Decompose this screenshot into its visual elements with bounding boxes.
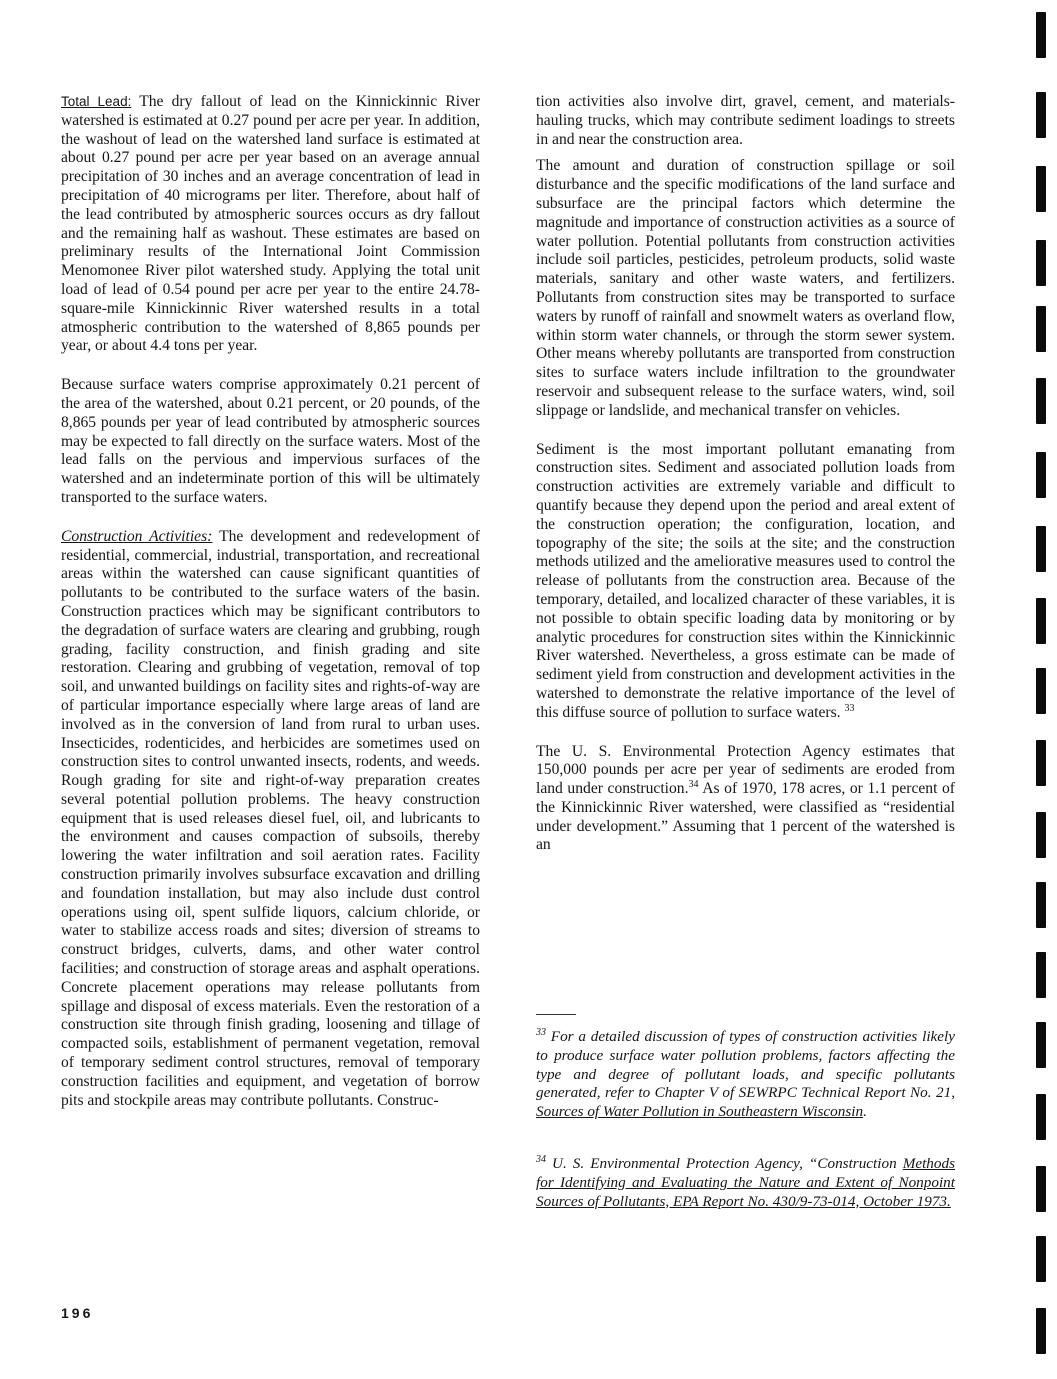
margin-mark [1036,668,1046,714]
footnote-ref-34[interactable]: 34 [688,778,699,790]
spillage-paragraph: The amount and duration of construction spillage or soil disturbance and the specific modifications of the land surface and subsurface are the principal factors which determine the magnitude and importance of construction activities as a source of water pollution. Potential pollutants from construction activities include soil particles, pesticides, petroleum products, solid waste materials, sanitary and other waste waters, and fertilizers. Pollutants from construction sites may be transported to surface waters by runoff of rainfall and snowmelt waters as overland flow, within storm water channels, or through the storm sewer system. Other means whereby pollutants are transported from construction sites to surface waters include infiltration to the groundwater reservoir and subsequent release to the surface waters, wind, soil slippage or landslide, and mechanical transfer on vehicles. [536,157,955,419]
margin-mark [1036,526,1046,572]
construction-activities-heading: Construction Activities: [61,527,213,545]
footnote-33-number: 33 [536,1026,546,1038]
total-lead-text: The dry fallout of lead on the Kinnickinnic River watershed is estimated at 0.27 pound per acre per year. In addition, the washout of lead on the watershed land surface is estimated at about 0.27 pound per acre per year based on an average annual precipitation of 30 inches and an average concentration of lead in precipitation of 40 micrograms per liter. Therefore, about half of the lead contributed by atmospheric sources occurs as dry fallout and the remaining half as washout. These estimates are based on preliminary results of the International Joint Commission Menomonee River pilot watershed study. Applying the total unit load of lead of 0.54 pound per acre per year to the entire 24.78-square-mile Kinnickinnic River watershed results in a total atmospheric contribution to the watershed of 8,865 pounds per year, or about 4.4 tons per year. [61,93,480,355]
epa-estimate-paragraph [536,743,955,856]
margin-mark [1036,452,1046,498]
footnote-33-title: Sources of Water Pollution in Southeastern Wisconsin [536,1103,864,1121]
continued-paragraph: tion activities also involve dirt, gravel, cement, and materials-hauling trucks, which may contribute sediment loadings to streets in and near the construction area. [536,93,955,148]
margin-mark [1036,378,1046,424]
right-column [536,93,955,855]
epa-estimate-text-b: As of 1970, 178 acres, or 1.1 percent of the Kinnickinnic River watershed, were classified as “residential under development.” Assuming that 1 percent of the watershed is an [536,780,955,854]
left-column [61,93,480,1110]
margin-mark [1036,1022,1046,1068]
margin-mark [1036,1236,1046,1282]
footnote-divider [536,1014,576,1015]
margin-mark [1036,12,1046,58]
footnote-33-text: For a detailed discussion of types of construction activities likely to produce surface water pollution problems, factors affecting the type and degree of pollutant loads, and specific pollutants generated, refer to Chapter V of SEWRPC Technical Report No. 21, [536,1028,955,1102]
margin-mark [1036,306,1046,352]
page-number: 196 [61,1305,94,1321]
margin-mark [1036,1308,1046,1354]
footnote-33 [536,1028,955,1122]
margin-mark [1036,812,1046,858]
total-lead-paragraph [61,93,480,356]
margin-mark [1036,952,1046,998]
scan-margin-marks [1036,0,1048,1379]
footnotes [536,1014,955,1211]
footnote-34-text: U. S. Environmental Protection Agency, “Construction [546,1154,903,1172]
sediment-paragraph [536,441,955,723]
margin-mark [1036,166,1046,212]
margin-mark [1036,92,1046,138]
construction-activities-text: The development and redevelopment of residential, commercial, industrial, transportation, and recreational areas within the watershed can cause significant quantities of pollutants to be contributed to the surface waters of the basin. Construction practices which may be significant contributors to the degradation of surface waters are clearing and grubbing, rough grading, facility construction, and finish grading and site restoration. Clearing and grubbing of vegetation, removal of top soil, and unwanted buildings on facility sites and rights-of-way are of particular importance especially where large areas of land are involved as in the conversion of land from rural to urban uses. Insecticides, rodenticides, and herbicides are sometimes used on construction sites to control unwanted insects, rodents, and weeds. Rough grading for site and right-of-way preparation creates several potential pollution problems. The heavy construction equipment that is used releases diesel fuel, oil, and lubricants to the environment and causes compaction of subsoils, thereby lowering the water infiltration and soil aeration rates. Facility construction primarily involves subsurface excavation and drilling and foundation installation, but may also include dust control operations using oil, spent sulfide liquors, calcium chloride, or water to stabilize access roads and sites; diversion of streams to construct bridges, culverts, dams, and other water control facilities; and construction of storage areas and asphalt operations. Concrete placement operations may release pollutants from spillage and disposal of excess materials. Even the restoration of a construction site through finish grading, loosening and tillage of compacted soils, establishment of permanent vegetation, removal of temporary sediment control structures, removal of temporary construction facilities and equipment, and vegetation of borrow pits and stockpile areas may contribute pollutants. Construc- [61,527,480,1109]
epa-estimate-text-a: The U. S. Environmental Protection Agency estimates that 150,000 pounds per acre per year of sediments are eroded from land under construction. [536,742,955,798]
margin-mark [1036,598,1046,644]
footnote-34 [536,1155,955,1211]
margin-mark [1036,740,1046,786]
sediment-text: Sediment is the most important pollutant emanating from construction sites. Sediment and associated pollution loads from construction activities are extremely variable and difficult to quantify because they depend upon the period and areal extent of the construction operation; the configuration, location, and topography of the site; the soils at the site; and the construction methods utilized and the ameliorative measures used to control the release of pollutants from the construction area. Because of the temporary, detailed, and localized character of these variables, it is not possible to obtain specific loading data by monitoring or by analytic procedures for construction sites within the Kinnickinnic River watershed. Nevertheless, a gross estimate can be made of sediment yield from construction and development activities in the watershed to demonstrate the relative importance of the level of this diffuse source of pollution to surface waters. [536,440,955,721]
footnote-ref-33[interactable]: 33 [844,702,855,714]
surface-waters-paragraph: Because surface waters comprise approximately 0.21 percent of the area of the watershed, about 0.21 percent, or 20 pounds, of the 8,865 pounds per year of lead contributed by atmospheric sources may be expected to fall directly on the surface waters. Most of the lead falls on the pervious and impervious surfaces of the watershed and an indeterminate portion of this will be ultimately transported to the surface waters. [61,376,480,506]
margin-mark [1036,882,1046,928]
margin-mark [1036,1094,1046,1140]
footnote-33-end: . [863,1103,867,1121]
margin-mark [1036,1166,1046,1212]
construction-activities-paragraph [61,528,480,1111]
footnote-34-title: Methods for Identifying and Evaluating the Nature and Extent of Nonpoint Sources of Pollutants, EPA Report No. 430/9-73-014, October 1973. [536,1154,955,1210]
footnote-34-number: 34 [536,1153,546,1165]
total-lead-heading: Total Lead: [61,94,132,109]
margin-mark [1036,240,1046,286]
